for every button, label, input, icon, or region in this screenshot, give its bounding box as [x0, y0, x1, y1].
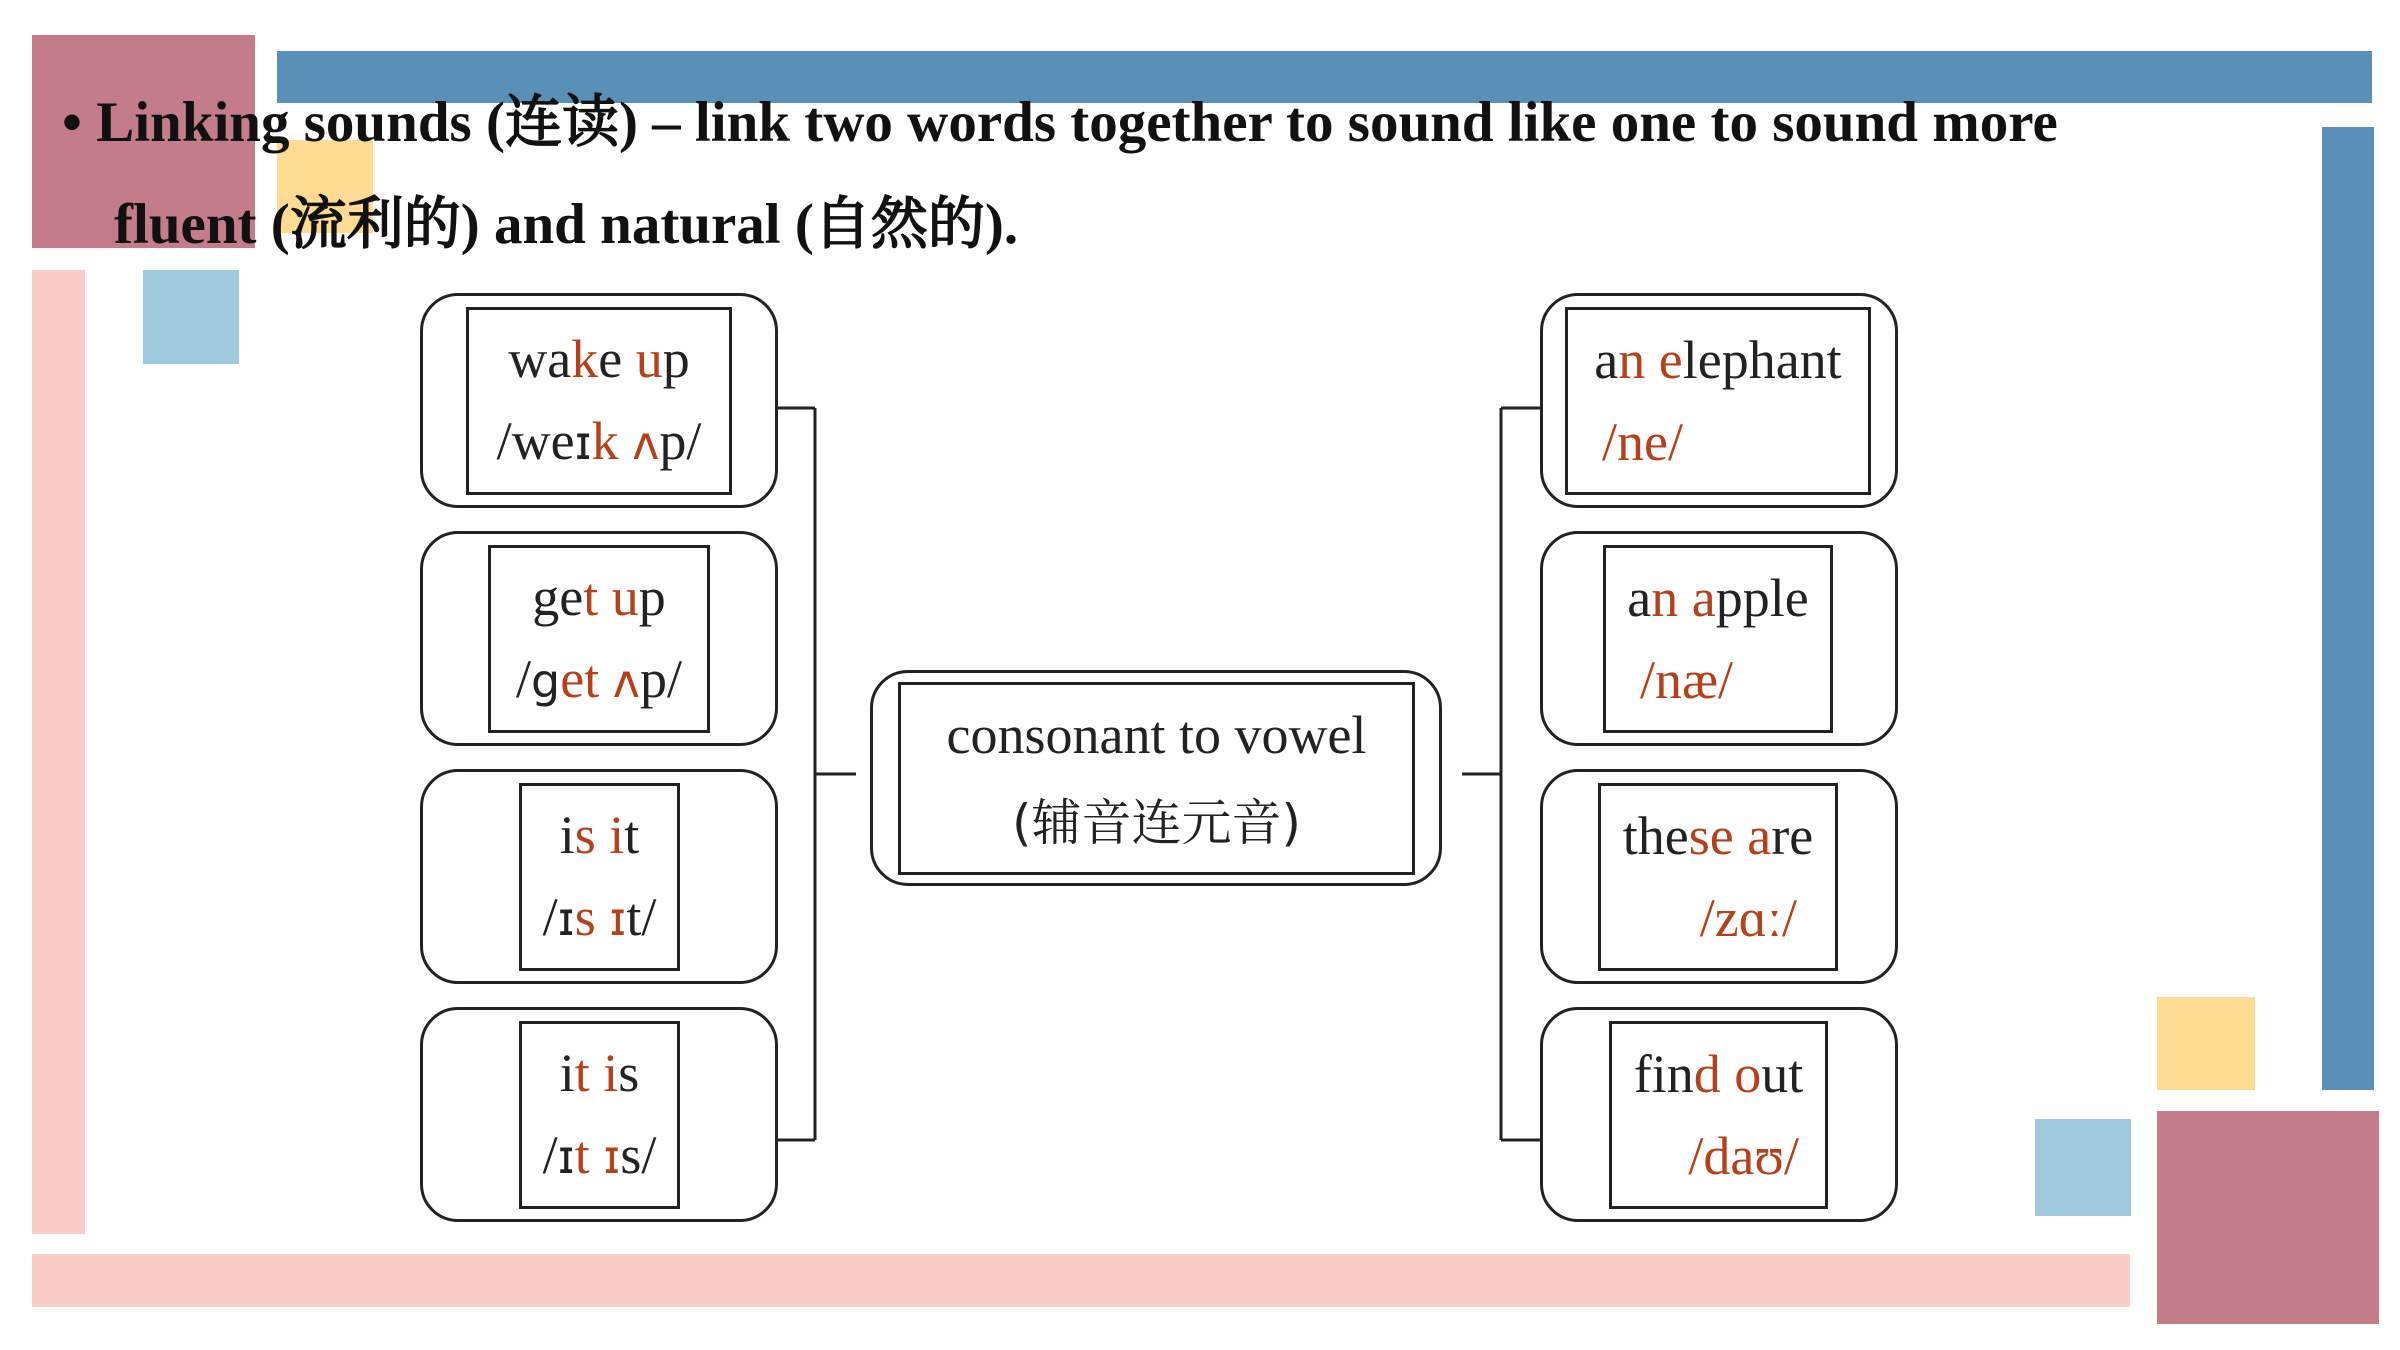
ipa-transcription: /zɑː/ [1699, 888, 1797, 948]
ipa-transcription: /get ʌp/ [516, 649, 682, 709]
ipa-transcription: /næ/ [1640, 650, 1734, 710]
center-node-label: consonant to vowel [946, 704, 1367, 765]
center-node-chinese: (辅音连元音) [1011, 793, 1301, 852]
right-node-an-elephant-box [1565, 307, 1871, 495]
word-phrase: it is [559, 1043, 640, 1103]
left-node-it-is-box [519, 1021, 680, 1209]
right-node-an-apple-box [1603, 545, 1833, 733]
word-phrase: is it [559, 805, 640, 865]
right-node-find-out-box [1609, 1021, 1828, 1209]
left-node-is-it-box [519, 783, 680, 971]
left-node-wake-up-box [466, 307, 732, 495]
word-phrase: these are [1622, 806, 1814, 866]
ipa-transcription: /weɪk ʌp/ [496, 411, 702, 471]
ipa-transcription: /ɪt ɪs/ [542, 1125, 657, 1185]
center-node-box [898, 682, 1415, 875]
word-phrase: get up [532, 567, 666, 627]
word-phrase: an elephant [1594, 330, 1842, 390]
word-phrase: find out [1633, 1044, 1804, 1104]
title-line-1: • Linking sounds (连读) – link two words together to sound like one to sound more [62, 91, 2058, 154]
title-line-2: fluent (流利的) and natural (自然的). [114, 193, 1019, 256]
left-node-get-up-box [488, 545, 710, 733]
word-phrase: an apple [1627, 568, 1809, 628]
right-node-these-are-box [1598, 783, 1838, 971]
ipa-transcription: /ne/ [1602, 412, 1683, 472]
word-phrase: wake up [508, 329, 690, 389]
ipa-transcription: /daʊ/ [1688, 1126, 1799, 1186]
ipa-transcription: /ɪs ɪt/ [542, 887, 657, 947]
